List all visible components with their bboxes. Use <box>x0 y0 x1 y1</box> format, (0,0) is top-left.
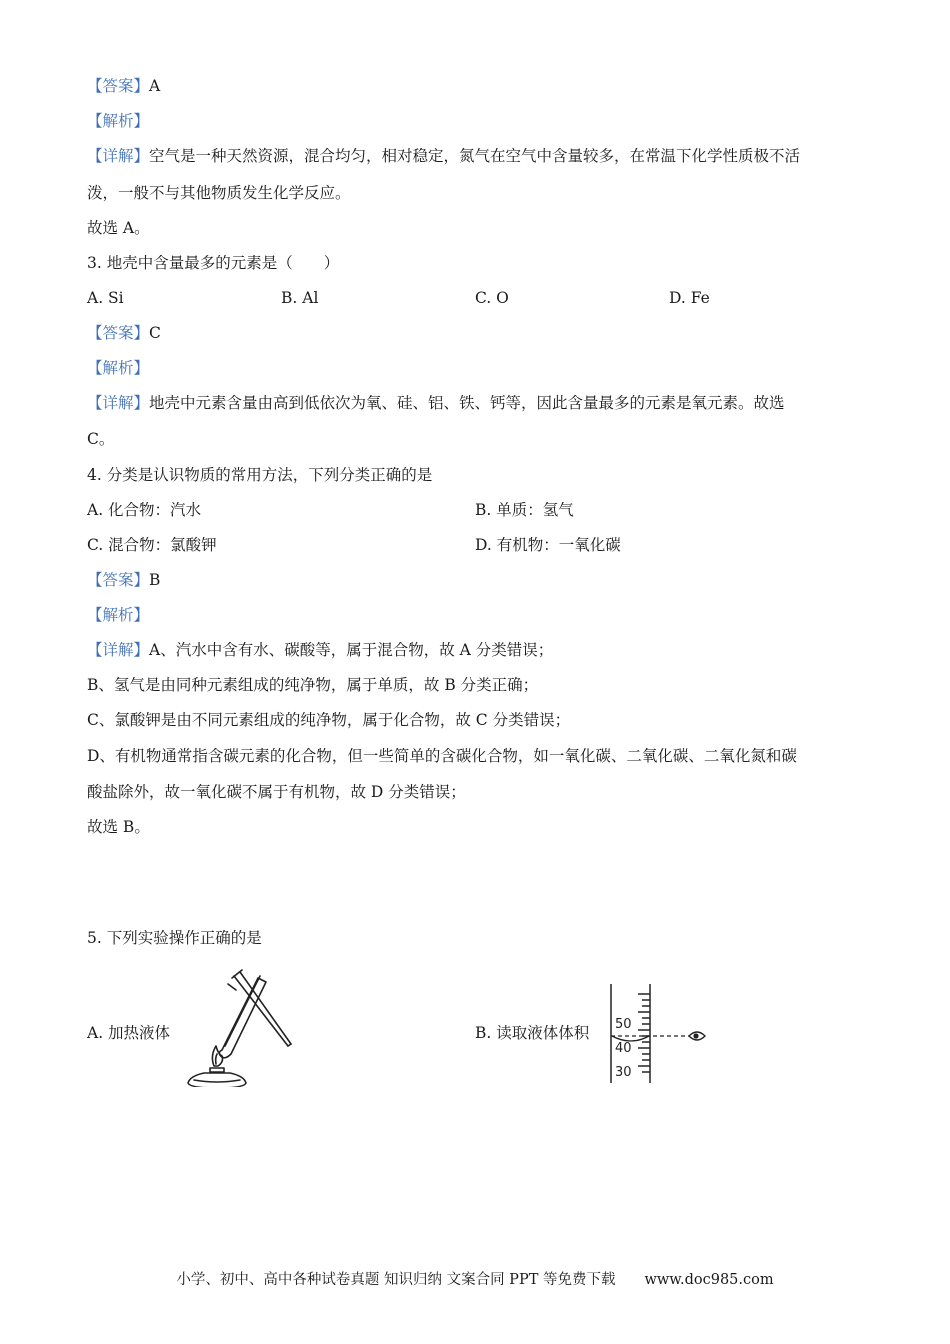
tick-label-50: 50 <box>615 1017 632 1032</box>
q4-detail-d1: D、有机物通常指含碳元素的化合物，但一些简单的含碳化合物，如一氧化碳、二氧化碳、二氧化氮和碳 <box>87 747 797 765</box>
answer-label: 【答案】 <box>87 571 150 589</box>
q4-option-d: D. 有机物：一氧化碳 <box>475 536 621 554</box>
q2-detail-line1 <box>87 145 800 167</box>
answer-label: 【答案】 <box>87 77 150 95</box>
q2-answer-value: A <box>149 77 161 95</box>
detail-label: 【详解】 <box>87 147 150 165</box>
page-footer: 小学、初中、高中各种试卷真题 知识归纳 文案合同 PPT 等免费下载 www.doc985.com <box>176 1272 774 1288</box>
tick-label-30: 30 <box>615 1065 632 1080</box>
q2-detail-line2: 泼，一般不与其他物质发生化学反应。 <box>87 184 351 202</box>
q4-option-a: A. 化合物：汽水 <box>87 501 202 519</box>
q4-detail-d2: 酸盐除外，故一氧化碳不属于有机物，故 D 分类错误； <box>87 783 466 801</box>
q3-question: 3. 地壳中含量最多的元素是（ ） <box>87 254 340 272</box>
detail-label: 【详解】 <box>87 641 150 659</box>
q2-analysis-label: 【解析】 <box>87 112 150 130</box>
q4-answer-value: B <box>149 571 161 589</box>
q3-detail-line1 <box>87 392 785 414</box>
q2-detail-text1: 空气是一种天然资源，混合均匀，相对稳定，氮气在空气中含量较多，在常温下化学性质极不活 <box>149 147 801 165</box>
q3-option-a: A. Si <box>87 289 124 307</box>
q4-detail-a-line <box>87 639 553 661</box>
q4-detail-c: C、氯酸钾是由不同元素组成的纯净物，属于化合物，故 C 分类错误； <box>87 711 571 729</box>
q3-answer-value: C <box>149 324 161 342</box>
q4-conclusion: 故选 B。 <box>87 818 150 836</box>
q4-detail-b: B、氢气是由同种元素组成的纯净物，属于单质，故 B 分类正确； <box>87 676 539 694</box>
q2-answer-line <box>87 75 160 97</box>
graduated-cylinder-figure <box>605 982 710 1085</box>
q4-detail-a-text: A、汽水中含有水、碳酸等，属于混合物，故 A 分类错误； <box>149 641 554 659</box>
answer-label: 【答案】 <box>87 324 150 342</box>
q3-option-c: C. O <box>475 289 509 307</box>
q3-option-d: D. Fe <box>669 289 710 307</box>
q5-option-b: B. 读取液体体积 <box>475 1024 590 1042</box>
heating-liquid-figure <box>170 962 295 1087</box>
q4-option-c: C. 混合物：氯酸钾 <box>87 536 217 554</box>
q5-question: 5. 下列实验操作正确的是 <box>87 929 262 947</box>
q3-analysis-label: 【解析】 <box>87 359 150 377</box>
q3-answer-line <box>87 322 161 344</box>
q2-conclusion: 故选 A。 <box>87 219 150 237</box>
q4-question: 4. 分类是认识物质的常用方法，下列分类正确的是 <box>87 466 433 484</box>
detail-label: 【详解】 <box>87 394 150 412</box>
q3-option-b: B. Al <box>281 289 319 307</box>
q4-answer-line <box>87 569 160 591</box>
eye-icon <box>693 1033 698 1038</box>
tick-label-40: 40 <box>615 1041 632 1056</box>
q3-detail-line2: C。 <box>87 430 115 448</box>
q3-detail-text1: 地壳中元素含量由高到低依次为氧、硅、铝、铁、钙等，因此含量最多的元素是氧元素。故选 <box>149 394 785 412</box>
q4-option-b: B. 单质：氢气 <box>475 501 574 519</box>
q4-analysis-label: 【解析】 <box>87 606 150 624</box>
q5-option-a: A. 加热液体 <box>87 1024 171 1042</box>
